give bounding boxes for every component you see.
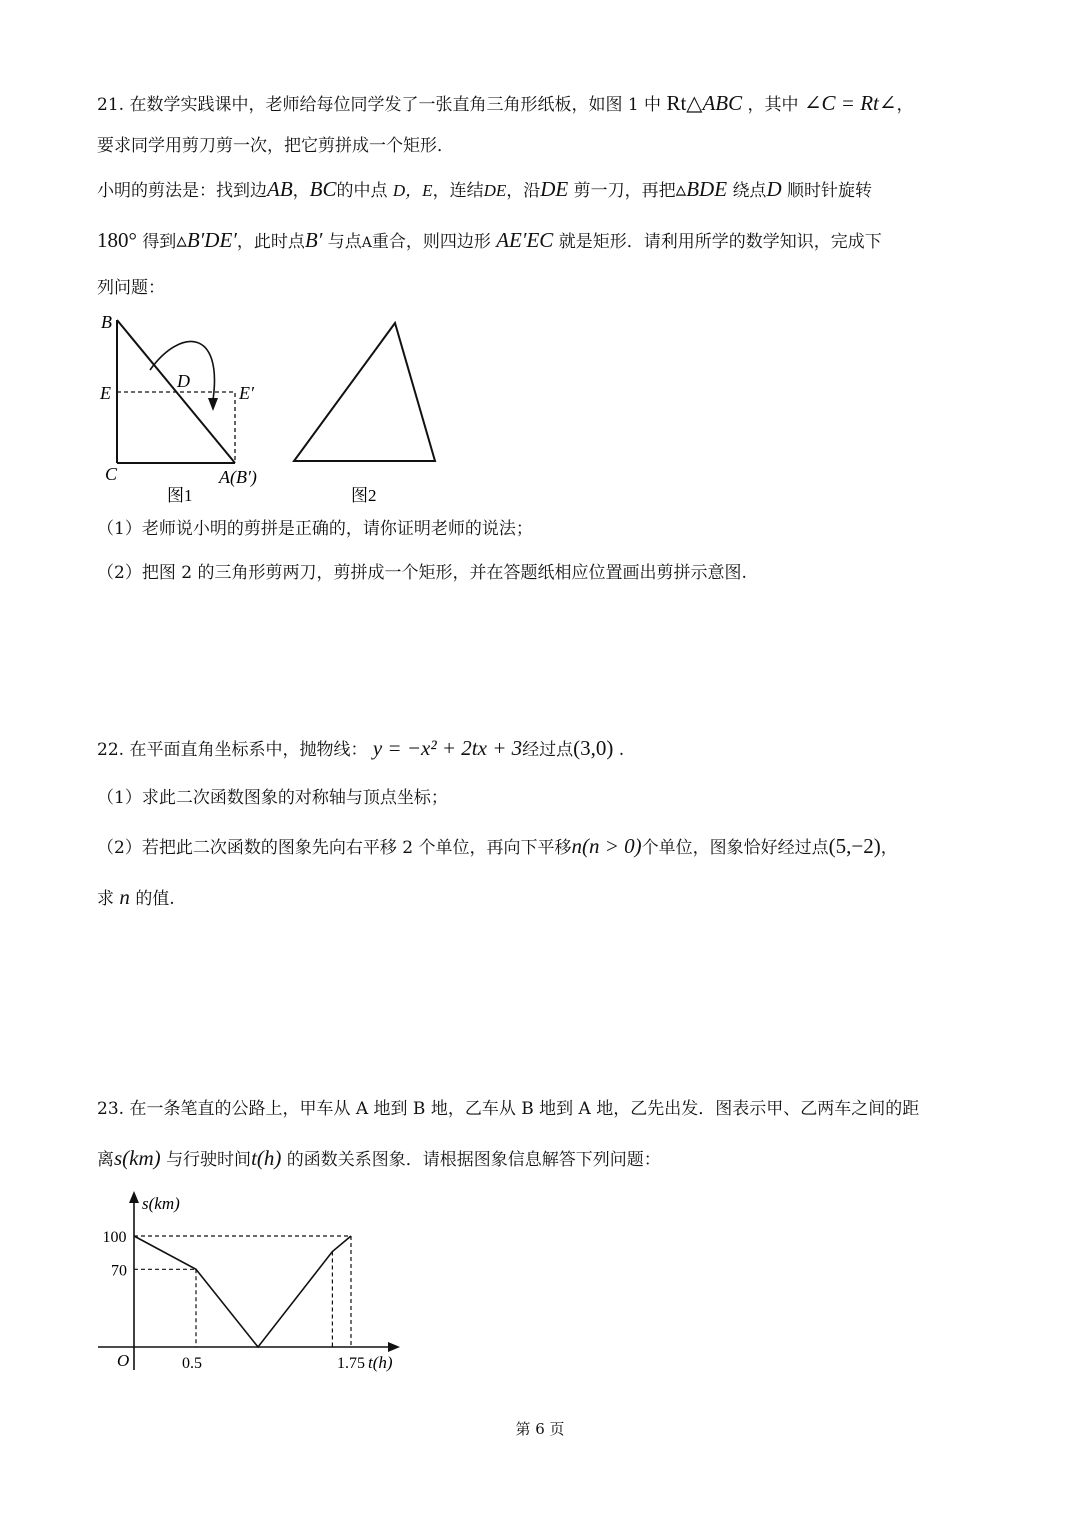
q22-math-parabola: y = −x² + 2tx + 3 (372, 736, 523, 760)
q23-line-1: 23. 在一条笔直的公路上，甲车从 A 地到 B 地，乙车从 B 地到 A 地，乙先出发．图表示甲、乙两车之间的距 (97, 1099, 920, 1119)
q21-math: BC (309, 177, 337, 201)
q21-text: ，沿 (506, 181, 541, 201)
figure-2 (285, 315, 455, 508)
q21-math: DE (540, 177, 569, 201)
q21-text: 得到 (142, 232, 177, 252)
distance-time-chart (90, 1185, 420, 1385)
fig1-arrowhead (208, 398, 218, 411)
q22-part-2 (97, 834, 898, 860)
origin-label: O (117, 1351, 130, 1370)
page-footer: 第 6 页 (515, 1420, 565, 1438)
fig1-label-c: C (105, 464, 118, 484)
y-tick-label: 100 (102, 1229, 127, 1246)
fig2-triangle (294, 323, 435, 461)
q21-line-2: 要求同学用剪刀剪一次，把它剪拼成一个矩形． (97, 136, 454, 156)
q23-math: t(h) (251, 1146, 282, 1170)
q21-math: B′ (304, 228, 323, 252)
y-axis-label: s(km) (142, 1194, 180, 1213)
q21-part-2: （2）把图 2 的三角形剪两刀，剪拼成一个矩形，并在答题纸相应位置画出剪拼示意图. (97, 563, 747, 583)
q21-math: DE (483, 181, 507, 200)
q22-math: n(n > 0) (571, 834, 642, 858)
q23-text: 离 (97, 1150, 114, 1170)
q23-text: 的函数关系图象．请根据图象信息解答下列问题： (286, 1150, 661, 1170)
q21-math: ▵B′DE′ (176, 228, 237, 252)
q23-math: s(km) (114, 1146, 161, 1170)
q21-math: AB (267, 177, 293, 201)
q21-line-1 (97, 91, 913, 117)
q22-text: 求 (97, 889, 114, 909)
fig1-caption: 图1 (167, 486, 193, 505)
y-axis-arrow (129, 1191, 139, 1203)
fig2-caption: 图2 (351, 486, 377, 505)
q21-line-3 (97, 177, 872, 203)
q22-math: n (119, 885, 130, 909)
fig1-dashed-rect (117, 392, 235, 463)
q21-math: ▵BDE (675, 177, 728, 201)
q22-text: 个单位，图象恰好经过点 (641, 838, 829, 858)
q22-text: （2）若把此二次函数的图象先向右平移 2 个单位，再向下平移 (97, 838, 572, 858)
q22-text: 22. 在平面直角坐标系中，抛物线： (97, 740, 368, 760)
q21-text: ，连结 (432, 181, 484, 201)
q22-math-point: (3,0) (573, 736, 614, 760)
q22-text: ， (880, 838, 898, 858)
fig1-label-a: A(B′) (219, 467, 257, 487)
x-axis-arrow (388, 1342, 400, 1352)
q21-text: 绕点 (732, 181, 767, 201)
q22-text: . (618, 740, 625, 760)
q21-text: ，此时点 (236, 232, 305, 252)
q21-text: 就是矩形．请利用所学的数学知识，完成下 (558, 232, 882, 252)
q21-math: 180° (97, 228, 137, 252)
q21-part-1: （1）老师说小明的剪拼是正确的，请你证明老师的说法； (97, 519, 533, 539)
series-line (134, 1236, 351, 1347)
q21-line-4 (97, 228, 882, 255)
q21-text: 剪一刀，再把 (573, 181, 676, 201)
fig1-label-d: D (177, 371, 190, 391)
y-tick-label: 70 (111, 1262, 127, 1280)
q22-line-1 (97, 736, 624, 762)
q21-text: ， (896, 95, 914, 115)
q21-math: D (766, 177, 782, 201)
q21-math-abc: ABC (702, 91, 743, 115)
figure-1 (95, 308, 280, 508)
q22-part-2-cont (97, 885, 175, 911)
q21-text: 小明的剪法是：找到边 (97, 181, 267, 201)
q21-math: AE′EC (496, 228, 554, 252)
q21-text: A (361, 235, 372, 251)
q21-text: 顺时针旋转 (787, 181, 873, 201)
fig1-label-e-prime: E′ (239, 383, 254, 403)
q21-math-rt: Rt△ (666, 91, 703, 115)
q21-text: ， (292, 181, 310, 201)
q21-text: 与点 (327, 232, 362, 252)
x-axis-label: t(h) (368, 1353, 393, 1372)
q21-text: 21. 在数学实践课中，老师给每位同学发了一张直角三角形纸板，如图 1 中 (97, 95, 662, 115)
q21-line-5: 列问题： (97, 278, 165, 298)
fig1-label-b: B (101, 312, 112, 332)
fig1-label-e: E (100, 383, 111, 403)
x-tick-label: 0.5 (182, 1355, 202, 1372)
q21-text: ，其中 (747, 95, 799, 115)
x-tick-label: 1.75 (337, 1355, 365, 1372)
q21-math-angle: ∠C = Rt∠ (803, 91, 897, 115)
q23-line-2 (97, 1146, 661, 1172)
q22-part-1: （1）求此二次函数图象的对称轴与顶点坐标； (97, 788, 448, 808)
q22-math-point: (5,−2) (828, 834, 881, 858)
q22-text: 经过点 (522, 740, 574, 760)
q22-text: 的值. (135, 889, 175, 909)
q21-text: 重合，则四边形 (371, 232, 491, 252)
q23-text: 与行驶时间 (166, 1150, 252, 1170)
q21-text: 的中点 (336, 181, 388, 201)
q21-math: D，E (392, 181, 433, 200)
